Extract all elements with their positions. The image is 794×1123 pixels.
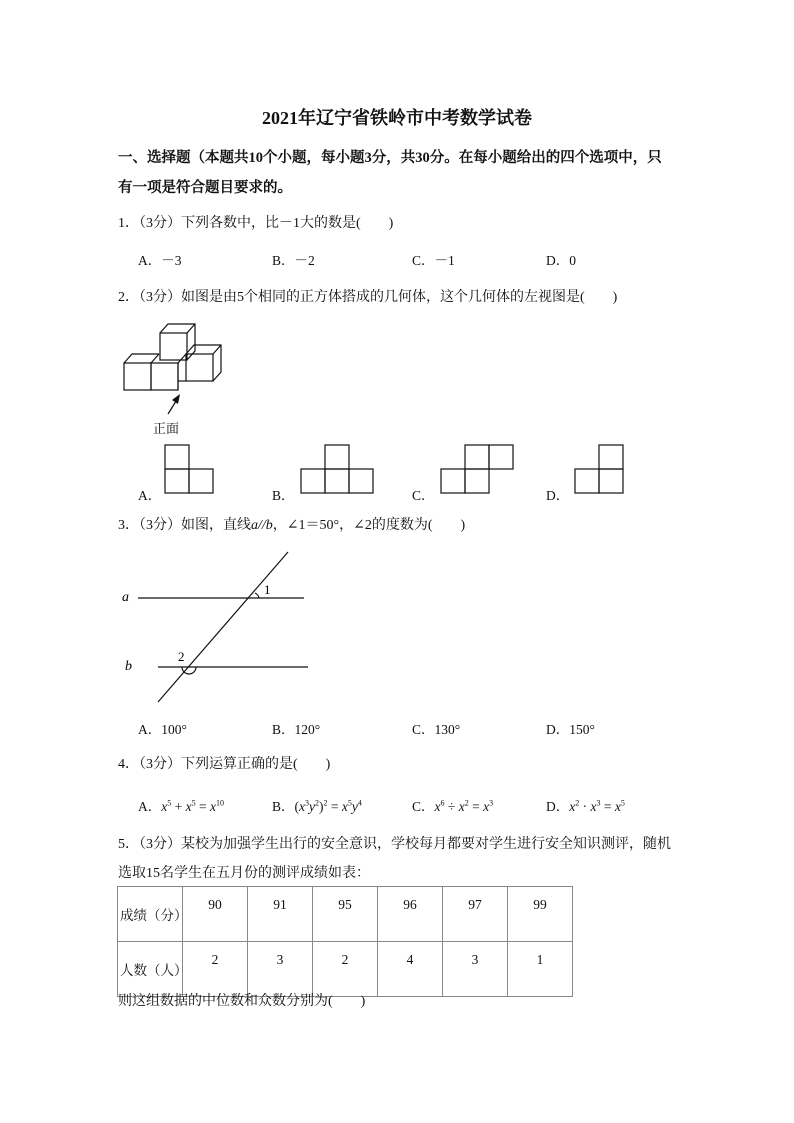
q2-option-d-label: D． — [546, 488, 570, 503]
table-cell: 99 — [508, 887, 573, 942]
table-row-header: 成绩（分） — [118, 887, 183, 942]
q3-option-b: B．120° — [272, 722, 321, 737]
q2-option-d-figure — [574, 444, 626, 494]
q3-label-angle1: 1 — [264, 582, 271, 597]
table-cell: 2 — [313, 942, 378, 997]
table-cell: 90 — [183, 887, 248, 942]
q5-stem-line2: 选取15名学生在五月份的测评成绩如表： — [118, 866, 370, 881]
q3-option-c: C．130° — [412, 722, 461, 737]
table-cell: 91 — [248, 887, 313, 942]
table-row — [118, 887, 573, 942]
q4-option-b: B．$(x^3y^2)^2 = x^5y^4$ — [272, 798, 362, 814]
q4-option-d: D．$x^2 \cdot x^3 = x^5$ — [546, 798, 625, 814]
section-heading-line2: 有一项是符合题目要求的。 — [118, 180, 292, 196]
q2-option-b-label: B． — [272, 488, 295, 503]
q3-stem-math: a//b — [251, 518, 273, 533]
table-cell: 96 — [378, 887, 443, 942]
section-heading-line1: 一、选择题（本题共10个小题，每小题3分，共30分。在每小题给出的四个选项中，只 — [118, 150, 662, 166]
q4-stem: 4．（3分）下列运算正确的是( ) — [118, 757, 331, 772]
q2-figure-label: 正面 — [153, 422, 180, 437]
q4-option-c-label: C． — [412, 799, 435, 814]
q1-option-c: C．－1 — [412, 253, 455, 268]
table-cell: 95 — [313, 887, 378, 942]
q3-stem-rest: ，∠1＝50°，∠2的度数为( ) — [272, 518, 466, 533]
table-cell: 3 — [443, 942, 508, 997]
q3-label-angle2: 2 — [178, 649, 185, 664]
q3-option-a: A．100° — [138, 722, 187, 737]
table-cell: 4 — [378, 942, 443, 997]
q2-stem: 2．（3分）如图是由5个相同的正方体搭成的几何体，这个几何体的左视图是( ) — [118, 290, 618, 305]
q3-stem — [118, 514, 465, 534]
q4-option-b-label: B． — [272, 799, 295, 814]
q1-stem: 1．（3分）下列各数中，比－1大的数是( ) — [118, 216, 394, 231]
q3-option-d: D．150° — [546, 722, 595, 737]
q1-option-a: A．－3 — [138, 253, 182, 268]
table-row — [118, 942, 573, 997]
q5-question: 则这组数据的中位数和众数分别为( ) — [118, 994, 366, 1009]
q2-option-a-figure — [164, 444, 216, 494]
table-row-header: 人数（人） — [118, 942, 183, 997]
q2-option-a-label: A． — [138, 488, 162, 503]
q2-option-c-label: C． — [412, 488, 435, 503]
q3-label-a: a — [122, 590, 129, 605]
q3-parallel-lines-figure — [118, 548, 318, 708]
table-cell: 2 — [183, 942, 248, 997]
q3-label-b: b — [125, 659, 132, 674]
q4-option-d-label: D． — [546, 799, 570, 814]
q3-stem-prefix: 3．（3分）如图，直线 — [118, 518, 251, 533]
page-title: 2021年辽宁省铁岭市中考数学试卷 — [262, 108, 532, 128]
q4-option-a: A．$x^5 + x^5 = x^{10}$ — [138, 798, 224, 814]
q4-option-c: C．$x^6 \div x^2 = x^3$ — [412, 798, 494, 814]
q1-option-b: B．－2 — [272, 253, 315, 268]
q2-cube-figure — [118, 318, 228, 418]
q5-score-table — [117, 886, 573, 997]
q2-option-c-figure — [440, 444, 516, 494]
q1-option-d: D．0 — [546, 253, 576, 268]
table-cell: 97 — [443, 887, 508, 942]
table-cell: 1 — [508, 942, 573, 997]
q5-stem-line1: 5．（3分）某校为加强学生出行的安全意识，学校每月都要对学生进行安全知识测评，随机 — [118, 837, 671, 852]
q2-option-b-figure — [300, 444, 376, 494]
table-cell: 3 — [248, 942, 313, 997]
q4-option-a-label: A． — [138, 799, 162, 814]
